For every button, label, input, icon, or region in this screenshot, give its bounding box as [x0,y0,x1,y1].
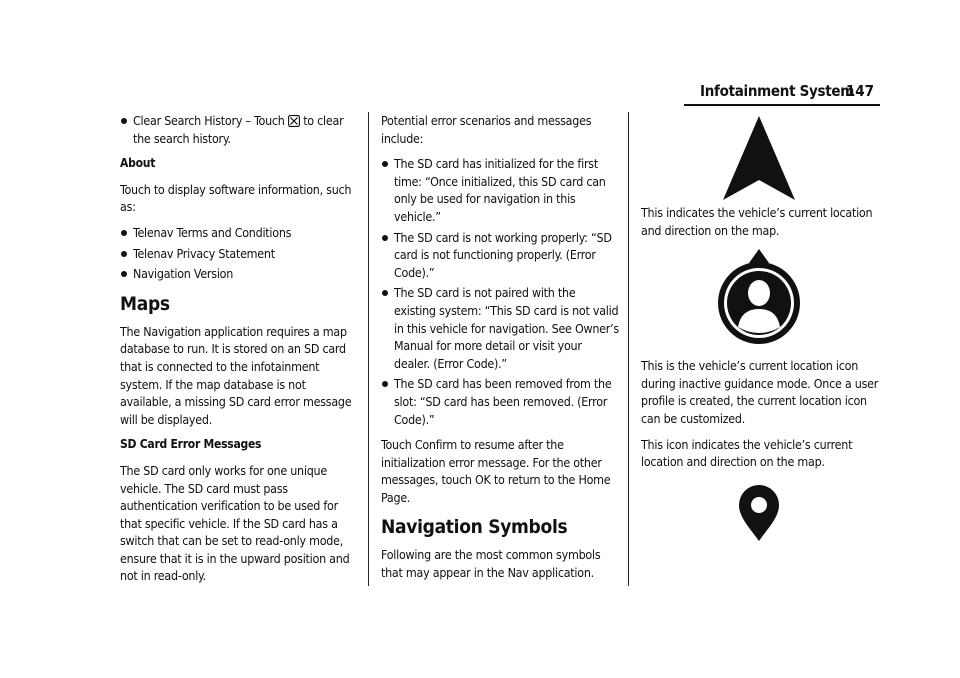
about-list [120,224,356,283]
confirm-text: Touch Confirm to resume after the initialization error message. For the other messages, touch OK to return to the Home Page. [381,437,611,505]
pin-description: This icon indicates the vehicle’s current location and direction on the map. [641,436,853,470]
section-title: Infotainment System [700,82,855,100]
error-list [381,155,619,428]
location-arrow-icon [641,112,881,204]
page-number: 147 [845,82,874,100]
list-item: The SD card has initialized for the first time: “Once initialized, this SD card can only be used for navigation in this vehicle.” [381,155,619,225]
column-1 [120,112,356,593]
profile-description: This is the vehicle’s current location icon during inactive guidance mode. Once a user profile is created, the current location icon can be customized. [641,358,879,426]
list-item: The SD card is not working properly: “SD card is not functioning properly. (Error Code).” [381,229,619,282]
list-item: The SD card is not paired with the existing system: “This SD card is not valid in this vehicle for navigation. See Owner’s Manual for more detail or visit your dealer. (Error Code).” [381,284,619,372]
column-divider [368,112,369,586]
clear-history-list [120,112,356,147]
list-item: The SD card has been removed from the slot: “SD card has been removed. (Error Code).” [381,375,619,428]
list-item: Telenav Terms and Conditions [120,224,356,242]
maps-text: The Navigation application requires a map database to run. It is stored on an SD card that is connected to the infotainment system. If the map database is not available, a missing SD card error message will be displayed. [120,323,352,427]
column-3 [641,112,881,543]
error-intro: Potential error scenarios and messages include: [381,113,592,146]
about-label: About [120,156,156,171]
maps-heading: Maps [120,292,170,315]
column-divider [628,112,629,586]
list-item: Telenav Privacy Statement [120,245,356,263]
profile-location-icon [641,247,881,351]
map-pin-icon [641,483,881,543]
nav-symbols-text: Following are the most common symbols that may appear in the Nav application. [381,547,601,581]
about-text: Touch to display software information, such as: [120,181,352,215]
running-header [690,80,876,102]
arrow-description: This indicates the vehicle’s current location and direction on the map. [641,205,873,238]
sd-error-label: SD Card Error Messages [120,437,262,452]
column-2 [381,112,619,590]
list-item: Navigation Version [120,265,356,283]
nav-symbols-heading: Navigation Symbols [381,516,568,539]
sd-error-text: The SD card only works for one unique vehicle. The SD card must pass authentication verification to be used for that specific vehicle. If the SD card has a switch that can be set to read-only mode, ensure that it is in the upward position and not in read-only. [120,462,350,584]
clear-search-icon [288,115,300,127]
header-rule [684,104,880,106]
clear-history-item: Clear Search History – Touch to clear the search history. [120,112,356,147]
